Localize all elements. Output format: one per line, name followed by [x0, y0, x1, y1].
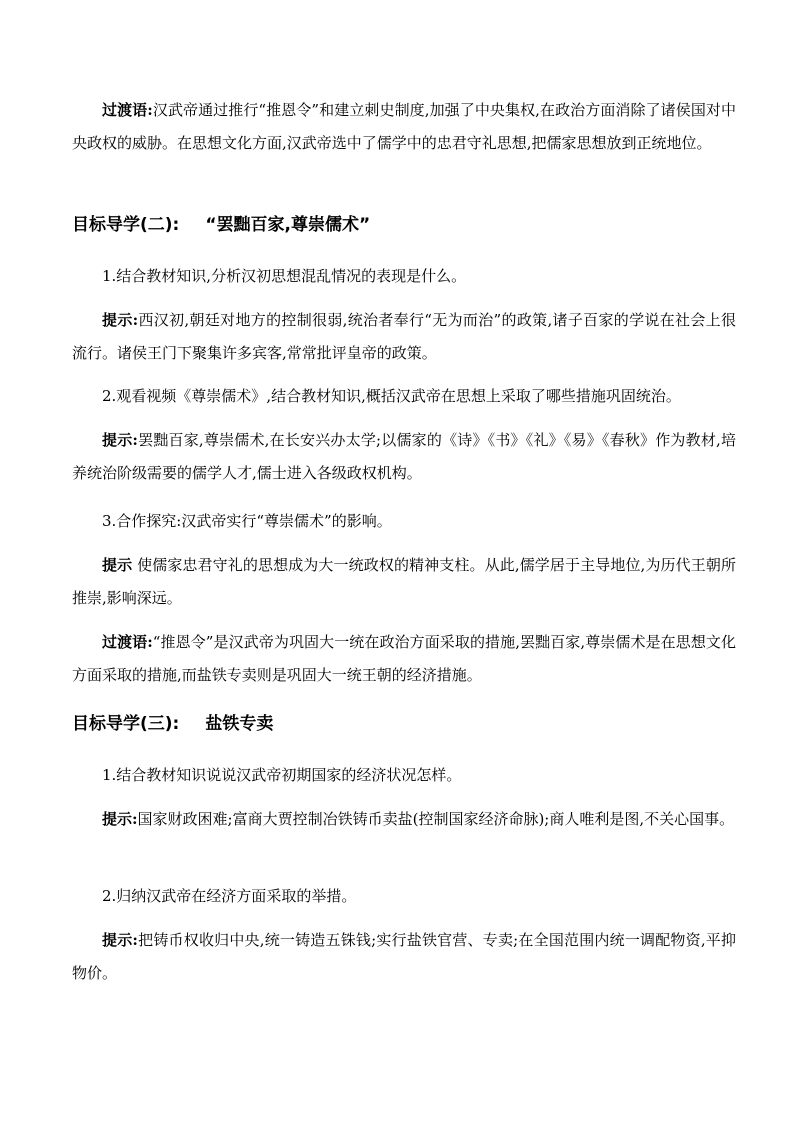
- section-heading-title: 盐铁专卖: [205, 714, 274, 734]
- answer-1: [72, 304, 736, 370]
- question-5: [72, 880, 736, 913]
- transition-paragraph-2: [72, 626, 736, 692]
- hint-label: 提示:: [102, 311, 139, 329]
- answer-2: [72, 424, 736, 490]
- answer-5: [72, 924, 736, 990]
- hint-text: 把铸币权收归中央,统一铸造五铢钱;实行盐铁官营、专卖;在全国范围内统一调配物资,平抑物价。: [72, 931, 736, 982]
- question-1: [72, 260, 736, 293]
- transition-label: 过渡语:: [102, 101, 153, 119]
- question-3: [72, 505, 736, 538]
- section-heading-3: [72, 709, 736, 739]
- hint-label: 提示:: [102, 810, 138, 828]
- hint-text: 使儒家忠君守礼的思想成为大一统政权的精神支柱。从此,儒学居于主导地位,为历代王朝所推崇,影响深远。: [72, 556, 736, 607]
- question-text: 2.归纳汉武帝在经济方面采取的举措。: [102, 887, 357, 905]
- hint-label: 提示: [102, 556, 133, 574]
- question-text: 3.合作探究:汉武帝实行“尊崇儒术”的影响。: [102, 512, 392, 530]
- hint-text: 罢黜百家,尊崇儒术,在长安兴办太学;以儒家的《诗》《书》《礼》《易》《春秋》作为教材,培养统治阶级需要的儒学人才,儒士进入各级政权机构。: [72, 431, 736, 482]
- transition-label: 过渡语:: [102, 633, 153, 651]
- question-text: 2.观看视频《尊崇儒术》,结合教材知识,概括汉武帝在思想上采取了哪些措施巩固统治。: [102, 387, 681, 405]
- hint-text: 西汉初,朝廷对地方的控制很弱,统治者奉行“无为而治”的政策,诸子百家的学说在社会上很流行。诸侯王门下聚集许多宾客,常常批评皇帝的政策。: [72, 311, 736, 362]
- answer-4: [72, 803, 736, 836]
- question-2: [72, 380, 736, 413]
- hint-text: 国家财政困难;富商大贾控制冶铁铸币卖盐(控制国家经济命脉);商人唯利是图,不关心国事。: [137, 810, 735, 828]
- section-heading-label: 目标导学(三):: [72, 714, 180, 734]
- question-4: [72, 759, 736, 792]
- section-heading-label: 目标导学(二):: [72, 215, 180, 235]
- answer-3: [72, 549, 736, 615]
- hint-label: 提示:: [102, 931, 138, 949]
- hint-label: 提示:: [102, 431, 138, 449]
- question-text: 1.结合教材知识说说汉武帝初期国家的经济状况怎样。: [102, 766, 462, 784]
- section-heading-title: “罢黜百家,尊崇儒术”: [205, 215, 371, 235]
- transition-text: “推恩令”是汉武帝为巩固大一统在政治方面采取的措施,罢黜百家,尊崇儒术是在思想文化方面采取的措施,而盐铁专卖则是巩固大一统王朝的经济措施。: [72, 633, 736, 684]
- transition-text: 汉武帝通过推行“推恩令”和建立刺史制度,加强了中央集权,在政治方面消除了诸侯国对中央政权的威胁。在思想文化方面,汉武帝选中了儒学中的忠君守礼思想,把儒家思想放到正统地位。: [72, 101, 736, 152]
- transition-paragraph-1: [72, 94, 736, 160]
- section-heading-2: [72, 210, 736, 240]
- question-text: 1.结合教材知识,分析汉初思想混乱情况的表现是什么。: [102, 267, 467, 285]
